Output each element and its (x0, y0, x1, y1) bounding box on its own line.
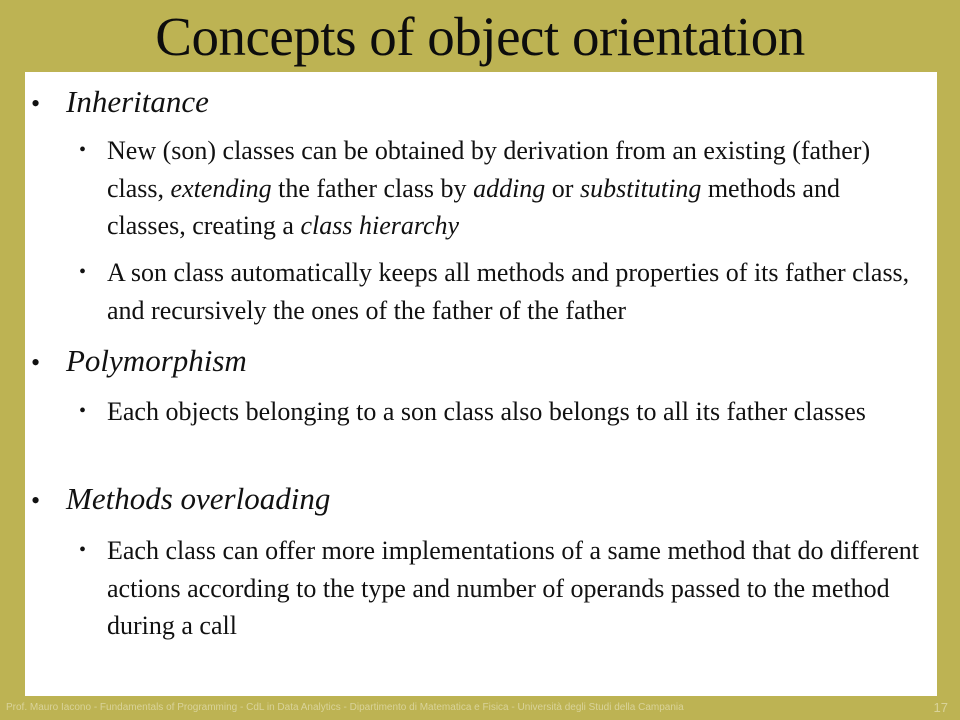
footer-text: Prof. Mauro Iacono - Fundamentals of Programming - CdL in Data Analytics - Dipartimento di Matematica e Fisica - Università degli Studi della Campania (6, 702, 684, 713)
polymorphism-point-1: Each objects belonging to a son class also belongs to all its father classes (107, 397, 866, 426)
section-heading-polymorphism: Polymorphism (66, 343, 247, 378)
sub-bullet-icon: • (79, 261, 87, 283)
overloading-point-1: Each class can offer more implementations of a same method that do different actions according to the type and number of operands passed to the method during a call (107, 536, 919, 640)
inheritance-point-1: New (son) classes can be obtained by derivation from an existing (father) class, extending the father class by adding or substituting methods and classes, creating a class hierarchy (107, 136, 871, 240)
sub-bullet-icon: • (79, 400, 87, 422)
inheritance-point-2: A son class automatically keeps all methods and properties of its father class, and recursively the ones of the father of the father (107, 258, 910, 325)
slide-body (25, 72, 937, 696)
sub-bullet-icon: • (79, 139, 87, 161)
bullet-icon: • (31, 348, 41, 377)
bullet-icon: • (31, 89, 41, 118)
sub-bullet-icon: • (79, 539, 87, 561)
section-heading-methods-overloading: Methods overloading (66, 481, 331, 516)
page-number: 17 (933, 700, 948, 715)
section-heading-inheritance: Inheritance (66, 84, 209, 119)
bullet-icon: • (31, 486, 41, 515)
slide-title: Concepts of object orientation (155, 6, 805, 67)
